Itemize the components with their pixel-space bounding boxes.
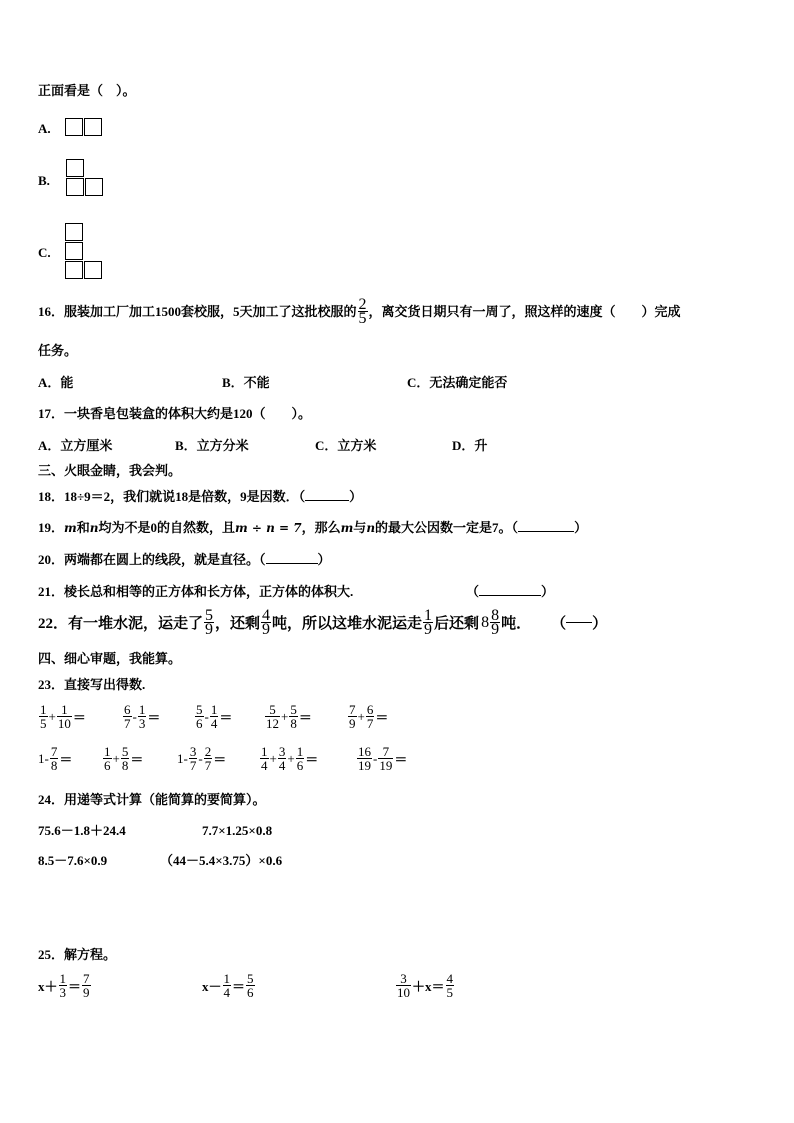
figure-c-cell: [84, 261, 102, 279]
frac-denominator: 19: [379, 758, 393, 773]
fraction: [57, 703, 72, 730]
frac-numerator: 5: [247, 971, 254, 986]
fraction: [357, 745, 372, 772]
section-3-heading: 三、火眼金睛，我会判。: [38, 463, 182, 478]
operator: -: [373, 750, 378, 766]
equals-sign: ＝: [213, 752, 227, 767]
frac-denominator: 9: [491, 621, 500, 638]
operator: +: [281, 708, 289, 724]
answer-blank[interactable]: [266, 563, 318, 564]
var-m: m: [340, 521, 354, 535]
section-4-heading: 四、细心审题，我能算。: [38, 651, 182, 666]
frac-denominator: 9: [424, 621, 433, 638]
q20-stem: [38, 552, 331, 568]
q17-stem: 17．一块香皂包装盒的体积大约是120（ ）。: [38, 406, 312, 421]
frac-numerator: 5: [196, 702, 203, 717]
q23-item: [177, 745, 226, 772]
frac-numerator: 3: [278, 744, 286, 759]
frac-denominator: 7: [189, 758, 197, 773]
equals-sign: ＝: [68, 979, 82, 994]
q19-close: ）: [574, 520, 588, 535]
frac-numerator: 5: [121, 744, 129, 759]
q23-item: [347, 703, 388, 730]
fraction: [366, 703, 375, 730]
q20-text: 20．两端都在圆上的线段，就是直径。（: [38, 552, 266, 567]
fraction: [378, 745, 393, 772]
fraction: [123, 703, 132, 730]
frac-numerator: 1: [104, 744, 111, 759]
q17-option-d: D．升: [452, 438, 488, 453]
q17-option-a: A．立方厘米: [38, 438, 113, 453]
frac-numerator: 1: [296, 744, 304, 759]
frac-denominator: 7: [124, 716, 131, 731]
frac-numerator: 4: [446, 971, 454, 986]
fraction: [103, 745, 112, 772]
answer-blank[interactable]: [479, 595, 541, 596]
q23-item: [356, 745, 407, 772]
figure-b-cell: [66, 178, 84, 196]
operand: 1-: [177, 750, 188, 766]
frac-numerator: 8: [491, 607, 500, 624]
q16-option-a: A．能: [38, 375, 74, 390]
frac-numerator: 6: [366, 702, 374, 717]
fraction: [348, 703, 357, 730]
frac-denominator: 7: [366, 716, 374, 731]
q21-open: （: [466, 584, 480, 599]
frac-denominator: 3: [138, 716, 146, 731]
q23-item: [259, 745, 318, 772]
answer-blank[interactable]: [305, 500, 349, 501]
frac-denominator: 3: [59, 985, 67, 1000]
frac-numerator: 16: [358, 744, 371, 759]
frac-numerator: 1: [210, 702, 218, 717]
operator: -: [204, 708, 209, 724]
equals-sign: ＝: [298, 710, 312, 725]
fraction: [121, 745, 130, 772]
q25-equation-1: [38, 972, 92, 999]
equation-mid: ＋x＝: [412, 979, 445, 994]
q22-fraction-2: [261, 609, 271, 636]
equals-sign: ＝: [305, 752, 319, 767]
frac-denominator: 8: [50, 758, 58, 773]
frac-numerator: 2: [204, 744, 212, 759]
fraction: [195, 703, 204, 730]
frac-denominator: 8: [121, 758, 129, 773]
q23-item: [264, 703, 312, 730]
q25-stem: 25．解方程。: [38, 947, 117, 962]
frac-numerator: 7: [50, 744, 58, 759]
frac-denominator: 9: [349, 716, 356, 731]
answer-blank[interactable]: [566, 622, 592, 623]
operator: +: [48, 708, 56, 724]
fraction: [210, 703, 219, 730]
operand: 1-: [38, 750, 49, 766]
frac-numerator: 1: [138, 702, 146, 717]
frac-numerator: 5: [205, 607, 214, 624]
figure-a-cell: [84, 118, 102, 136]
frac-numerator: 1: [424, 607, 433, 624]
operator: +: [269, 750, 277, 766]
frac-denominator: 5: [40, 716, 47, 731]
fraction: [39, 703, 48, 730]
frac-denominator: 12: [266, 716, 279, 731]
equals-sign: ＝: [130, 752, 144, 767]
frac-numerator: 2: [358, 296, 367, 313]
q24-expression-4: （44－5.4×3.75）×0.6: [160, 853, 283, 868]
q15-option-a-label: A.: [38, 121, 51, 136]
q18-stem: [38, 489, 362, 505]
operator: +: [357, 708, 365, 724]
q22-text-3: 吨，所以这堆水泥运走: [272, 616, 423, 632]
equals-sign: ＝: [394, 752, 408, 767]
frac-denominator: 5: [446, 985, 454, 1000]
frac-numerator: 7: [382, 744, 390, 759]
fraction: [396, 972, 411, 999]
var-n: n: [366, 521, 376, 535]
q24-stem: 24．用递等式计算（能简算的要简算）。: [38, 792, 266, 807]
q20-close: ）: [317, 552, 331, 567]
q19-text-3: 均为不是0的自然数，且: [98, 520, 235, 535]
q22-text-4: 后还剩: [434, 616, 480, 632]
q17-option-c: C．立方米: [315, 438, 377, 453]
operator: -: [198, 750, 203, 766]
q15-stem: 正面看是（ ）。: [38, 83, 136, 98]
fraction: [260, 745, 269, 772]
fraction: [82, 972, 91, 999]
fraction: [278, 745, 287, 772]
q25-equation-2: [202, 972, 256, 999]
frac-numerator: 1: [61, 702, 68, 717]
figure-c-cell: [65, 223, 83, 241]
q23-item: [194, 703, 232, 730]
frac-denominator: 6: [104, 758, 111, 773]
equation-lhs: x－: [202, 979, 222, 994]
figure-c-cell: [65, 242, 83, 260]
q15-option-b-label: B.: [38, 173, 50, 188]
frac-denominator: 4: [261, 758, 268, 773]
frac-numerator: 3: [189, 744, 197, 759]
frac-denominator: 6: [247, 985, 254, 1000]
fraction: [189, 745, 198, 772]
frac-denominator: 19: [358, 758, 371, 773]
fraction: [223, 972, 232, 999]
frac-denominator: 8: [290, 716, 297, 731]
q23-stem: 23．直接写出得数.: [38, 677, 146, 692]
q19-stem: [38, 520, 587, 536]
equals-sign: ＝: [147, 710, 161, 725]
figure-a-cell: [65, 118, 83, 136]
frac-numerator: 7: [349, 702, 356, 717]
figure-c-cell: [65, 261, 83, 279]
frac-denominator: 10: [397, 985, 410, 1000]
fraction: [50, 745, 59, 772]
q22-fraction-3: [423, 609, 433, 636]
q16-stem-cont: 任务。: [38, 343, 78, 358]
frac-denominator: 4: [210, 716, 218, 731]
operator: +: [112, 750, 120, 766]
q22-stem: [38, 609, 607, 636]
q23-item: [38, 745, 72, 772]
fraction: [138, 703, 147, 730]
frac-denominator: 5: [358, 310, 367, 327]
q16-stem: [38, 298, 681, 325]
answer-blank[interactable]: [518, 531, 574, 532]
fraction: [296, 745, 305, 772]
frac-denominator: 9: [205, 621, 214, 638]
q22-text-1: 22．有一堆水泥，运走了: [38, 616, 204, 632]
q19-text-6: 的最大公因数一定是7。（: [375, 520, 519, 535]
equation-lhs: x＋: [38, 979, 58, 994]
equals-sign: ＝: [375, 710, 389, 725]
var-m: m: [64, 521, 77, 535]
q21-close: ）: [541, 584, 555, 599]
frac-numerator: 1: [223, 971, 231, 986]
q22-open: （: [551, 616, 567, 632]
frac-numerator: 5: [290, 702, 297, 717]
fraction: [265, 703, 280, 730]
frac-numerator: 5: [269, 702, 276, 717]
frac-numerator: 7: [83, 971, 90, 986]
fraction: [289, 703, 298, 730]
q22-text-5: 吨．: [501, 616, 532, 632]
equals-sign: ＝: [59, 752, 73, 767]
frac-denominator: 6: [196, 716, 203, 731]
frac-numerator: 6: [124, 702, 131, 717]
frac-numerator: 4: [262, 607, 271, 624]
fraction: [446, 972, 455, 999]
q16-fraction: [358, 298, 368, 325]
frac-numerator: 1: [261, 744, 268, 759]
q24-expression-1: 75.6－1.8＋24.4: [38, 823, 126, 838]
equals-sign: ＝: [232, 979, 246, 994]
q19-text-4: ，那么: [301, 520, 341, 535]
frac-numerator: 3: [400, 971, 407, 986]
figure-b-cell: [66, 159, 84, 177]
q19-text-1: 19．: [38, 520, 65, 535]
q22-close: ）: [592, 616, 608, 632]
q21-stem: 21．棱长总和相等的正方体和长方体，正方体的体积大.: [38, 584, 354, 599]
q24-expression-3: 8.5－7.6×0.9: [38, 853, 108, 868]
equals-sign: ＝: [219, 710, 233, 725]
frac-denominator: 9: [83, 985, 90, 1000]
frac-denominator: 9: [262, 621, 271, 638]
frac-denominator: 4: [223, 985, 231, 1000]
q19-text-2: 和: [76, 520, 90, 535]
q22-whole-number: 8: [481, 613, 490, 631]
frac-numerator: 1: [40, 702, 47, 717]
q16-option-b: B．不能: [222, 375, 270, 390]
q21-answer: [466, 584, 554, 600]
fraction: [204, 745, 213, 772]
frac-denominator: 4: [278, 758, 286, 773]
fraction: [246, 972, 255, 999]
q23-item: [102, 745, 143, 772]
fraction: [59, 972, 68, 999]
operator: +: [287, 750, 295, 766]
q23-item: [122, 703, 160, 730]
q23-item: [38, 703, 86, 730]
q22-fraction-1: [204, 609, 214, 636]
frac-denominator: 6: [296, 758, 304, 773]
q19-text-5: 与: [353, 520, 367, 535]
frac-numerator: 1: [59, 971, 67, 986]
q22-text-2: ，还剩: [215, 616, 261, 632]
q18-text: 18．18÷9＝2，我们就说18是倍数，9是因数．（: [38, 489, 306, 504]
q25-equation-3: [395, 972, 455, 999]
q18-close: ）: [349, 489, 363, 504]
frac-denominator: 7: [204, 758, 212, 773]
q15-option-c-label: C.: [38, 245, 51, 260]
var-n: n: [89, 521, 99, 535]
figure-b-cell: [85, 178, 103, 196]
q17-option-b: B．立方分米: [175, 438, 249, 453]
q16-text-2: ，离交货日期只有一周了，照这样的速度（ ）完成: [368, 303, 681, 319]
q16-text-1: 16．服装加工厂加工1500套校服，5天加工了这批校服的: [38, 303, 357, 319]
frac-denominator: 10: [57, 716, 71, 731]
q24-expression-2: 7.7×1.25×0.8: [202, 823, 273, 838]
q16-option-c: C．无法确定能否: [407, 375, 508, 390]
equals-sign: ＝: [72, 710, 86, 725]
q22-fraction-4: [490, 609, 500, 636]
operator: -: [132, 708, 137, 724]
q19-expression: m ÷ n = 7: [234, 521, 302, 535]
